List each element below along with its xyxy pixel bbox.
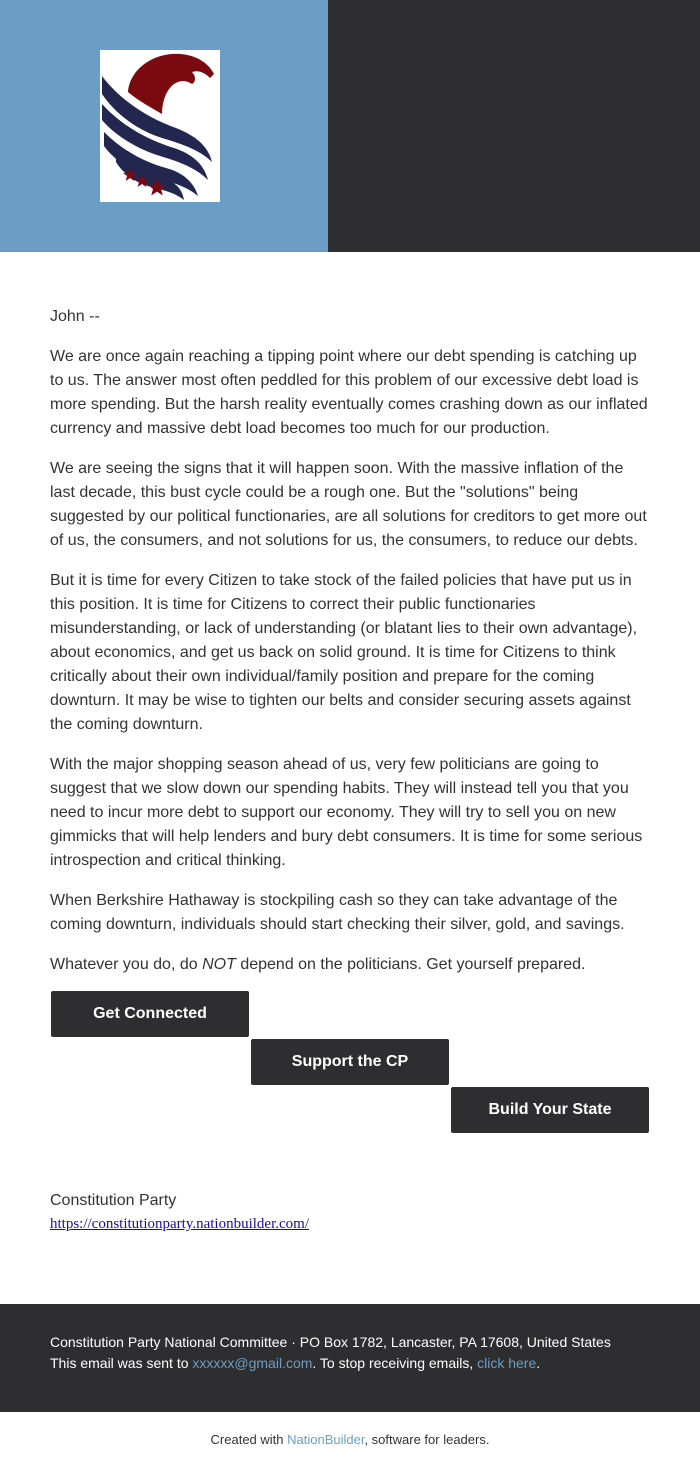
footer-address: Constitution Party National Committee · PO Box 1782, Lancaster, PA 17608, United States bbox=[50, 1334, 611, 1350]
header-left-panel bbox=[0, 0, 328, 252]
greeting: John -- bbox=[50, 308, 100, 325]
credit-suffix: , software for leaders. bbox=[364, 1432, 490, 1447]
build-your-state-button[interactable]: Build Your State bbox=[451, 1087, 649, 1133]
support-the-cp-button[interactable]: Support the CP bbox=[251, 1039, 449, 1085]
recipient-email-link[interactable]: xxxxxx@gmail.com bbox=[192, 1355, 313, 1371]
paragraph-3: But it is time for every Citizen to take stock of the failed policies that have put us in this position. It is time for Citizens to correct their public functionaries misunderstanding, or lack of understanding (or blatant lies to their own advantage), about economics, and get us back on solid ground. It is time for Citizens to think critically about their own individual/family position and prepare for the coming downturn. It may be wise to tighten our belts and consider securing assets against the coming downturn. bbox=[50, 572, 638, 733]
paragraph-5: When Berkshire Hathaway is stockpiling cash so they can take advantage of the coming downturn, individuals should start checking their silver, gold, and savings. bbox=[50, 892, 625, 933]
emphasis-not: NOT bbox=[202, 956, 236, 973]
logo bbox=[100, 50, 220, 202]
signature-name: Constitution Party bbox=[50, 1192, 177, 1209]
stop-receiving-text: . To stop receiving emails, bbox=[312, 1355, 478, 1371]
paragraph-1: We are once again reaching a tipping point where our debt spending is catching up to us. The answer most often peddled for this problem of our excessive debt load is more spending. But the harsh reality eventually comes crashing down as our inflated currency and massive debt load becomes too much for our production. bbox=[50, 348, 648, 437]
credit-prefix: Created with bbox=[210, 1432, 288, 1447]
sent-to-label: This email was sent to bbox=[50, 1355, 193, 1371]
paragraph-6-start: Whatever you do, do bbox=[50, 956, 203, 973]
signature-link[interactable]: https://constitutionparty.nationbuilder.com/ bbox=[50, 1216, 309, 1232]
email-header bbox=[0, 0, 700, 252]
paragraph-6-end: depend on the politicians. Get yourself prepared. bbox=[235, 956, 586, 973]
get-connected-button[interactable]: Get Connected bbox=[51, 991, 249, 1037]
created-with-credit bbox=[0, 1432, 700, 1448]
email-footer bbox=[0, 1304, 700, 1412]
eagle-logo-icon bbox=[100, 50, 220, 202]
paragraph-4: With the major shopping season ahead of us, very few politicians are going to suggest that we slow down our spending habits. They will instead tell you that you need to incur more debt to support our economy. They will try to sell you on new gimmicks that will help lenders and bury debt consumers. It is time for some serious introspection and critical thinking. bbox=[50, 756, 643, 869]
nationbuilder-link[interactable]: NationBuilder bbox=[287, 1432, 365, 1447]
paragraph-2: We are seeing the signs that it will happen soon. With the massive inflation of the last decade, this bust cycle could be a rough one. But the "solutions" being suggested by our political functionaries, are all solutions for creditors to get more out of us, the consumers, and not solutions for us, the consumers, to reduce our debts. bbox=[50, 460, 647, 549]
header-right-panel bbox=[328, 0, 700, 252]
footer-period: . bbox=[536, 1355, 541, 1371]
footer-recipient-line bbox=[50, 1353, 540, 1373]
unsubscribe-link[interactable]: click here bbox=[477, 1355, 537, 1371]
paragraph-6 bbox=[50, 953, 650, 977]
